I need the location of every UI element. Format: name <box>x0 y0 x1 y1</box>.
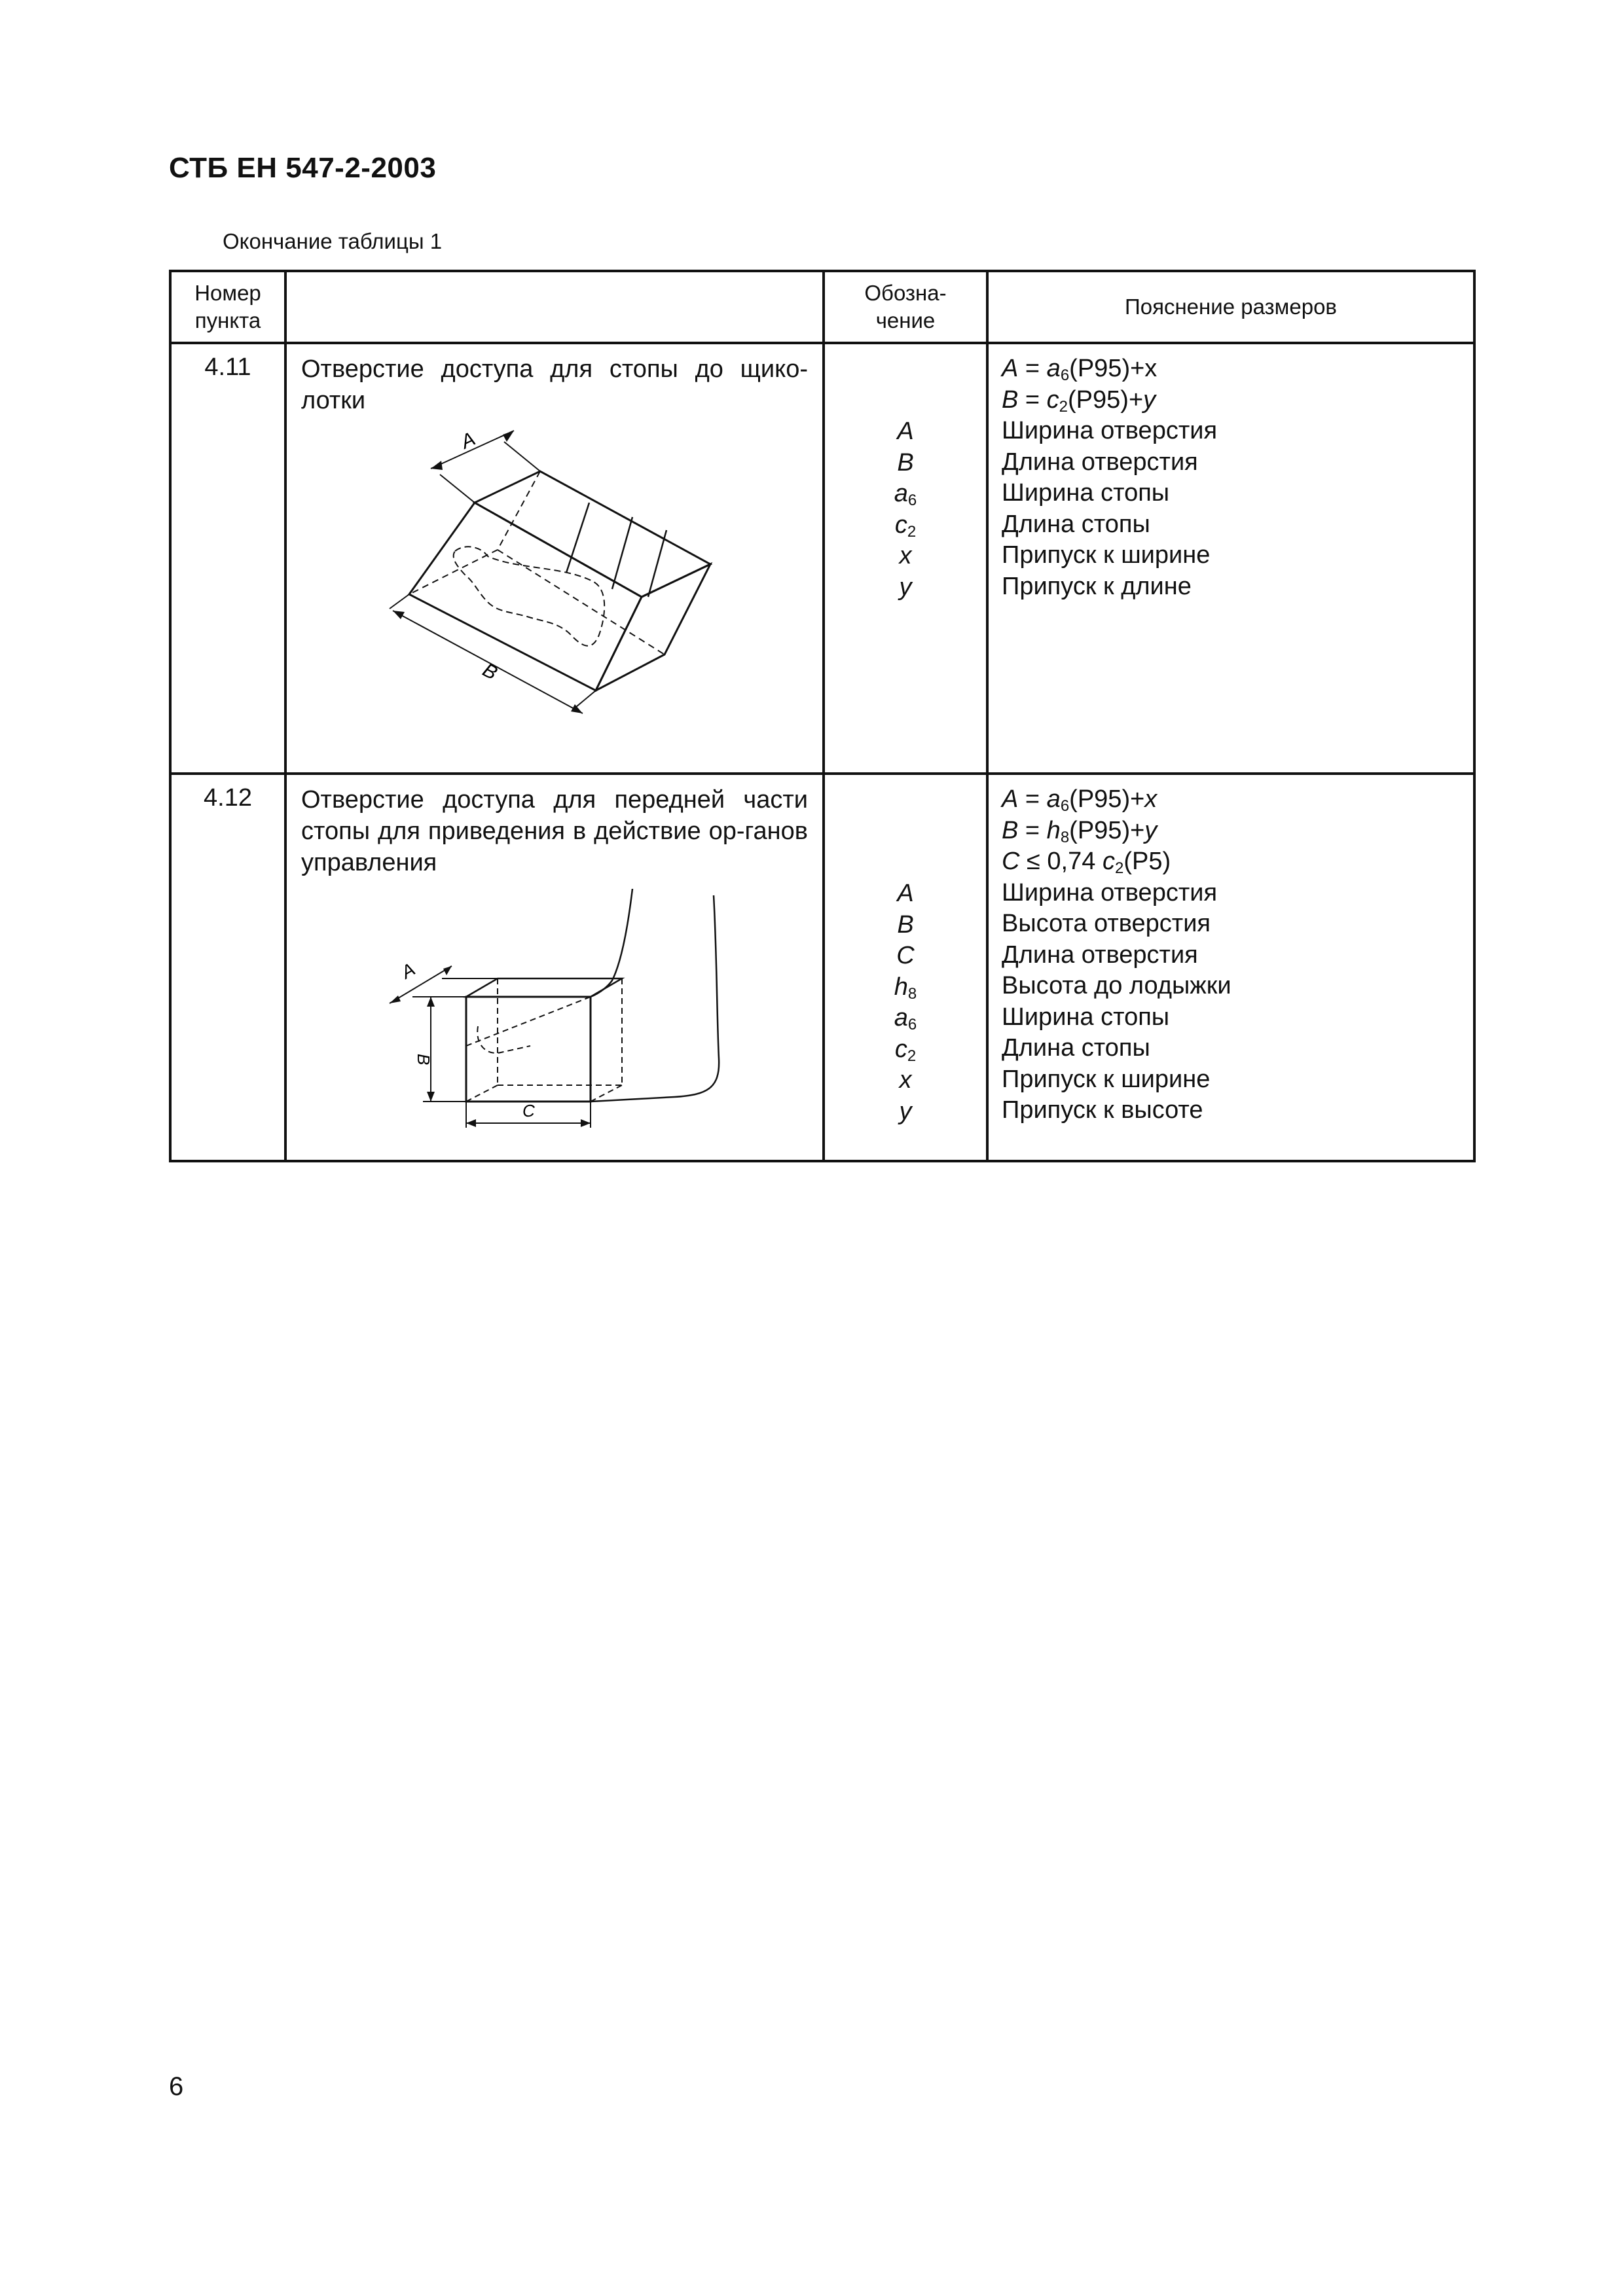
row-number: 4.11 <box>170 343 285 774</box>
row-number: 4.12 <box>170 774 285 1161</box>
symbol-item: $c_2$ <box>894 1035 917 1065</box>
page-number: 6 <box>169 2072 184 2101</box>
description-text: Отверстие доступа для передней части стопы для приведения в действие ор-ганов управления <box>301 786 808 876</box>
explanation-item: Длина отверстия <box>1002 941 1198 969</box>
formula-line: C ≤ 0,74 $c_2(P5)$ <box>1002 848 1171 877</box>
figure-label-b: B <box>479 659 501 685</box>
symbol-item: y <box>899 573 912 601</box>
explanation-item: Ширина стопы <box>1002 479 1170 507</box>
row-explanation <box>987 774 1474 1161</box>
header-description <box>285 271 824 343</box>
explanation-item: Высота отверстия <box>1002 910 1211 937</box>
symbol-item: y <box>899 1097 912 1125</box>
row-symbols <box>824 774 987 1161</box>
explanation-item: Высота до лодыжки <box>1002 972 1231 999</box>
header-symbol-text: Обозна-чение <box>864 281 947 332</box>
table-header-row <box>170 271 1474 343</box>
explanation-item: Ширина отверстия <box>1002 417 1218 444</box>
header-number <box>170 271 285 343</box>
figure-label-b: B <box>414 1054 433 1066</box>
figure-label-a: A <box>458 427 479 454</box>
row-description <box>285 774 824 1161</box>
explanation-item: Припуск к ширине <box>1002 1065 1211 1093</box>
figure-label-a: A <box>397 959 419 983</box>
document-code: СТБ ЕН 547-2-2003 <box>169 152 437 184</box>
symbol-item: A <box>897 880 914 907</box>
symbol-item: x <box>899 1066 912 1094</box>
formula-line: $A = a_6(P95)+x$ <box>1002 355 1158 384</box>
dimensions-table <box>169 270 1476 1162</box>
symbol-item: C <box>896 942 915 969</box>
explanation-item: Длина стопы <box>1002 510 1150 538</box>
header-symbol <box>824 271 987 343</box>
table-caption: Окончание таблицы 1 <box>223 229 443 253</box>
header-explanation: Пояснение размеров <box>987 271 1474 343</box>
foot-opening-diagram <box>367 425 733 766</box>
header-number-text: Номер пункта <box>194 281 261 332</box>
explanation-item: Припуск к высоте <box>1002 1096 1203 1124</box>
forefoot-opening-diagram <box>360 889 753 1131</box>
row-description <box>285 343 824 774</box>
symbol-item: B <box>897 910 914 939</box>
symbol-item: $a_6$ <box>894 1004 917 1033</box>
figure-label-c: C <box>522 1101 535 1121</box>
symbol-item: $a_6$ <box>894 480 917 509</box>
row-explanation <box>987 343 1474 774</box>
formula-line: $A = a_6(P95)+x$ <box>1002 785 1158 815</box>
formula-line: $B = h_8(P95)+y$ <box>1002 816 1158 846</box>
explanation-item: Длина отверстия <box>1002 448 1198 476</box>
description-text: Отверстие доступа для стопы до щико-лотки <box>301 355 808 414</box>
explanation-item: Ширина стопы <box>1002 1003 1170 1031</box>
explanation-item: Длина стопы <box>1002 1034 1150 1062</box>
table-row <box>170 774 1474 1161</box>
explanation-item: Ширина отверстия <box>1002 878 1218 906</box>
symbol-item: $c_2$ <box>894 511 917 541</box>
symbol-item: x <box>899 542 912 569</box>
explanation-item: Припуск к ширине <box>1002 541 1211 569</box>
table-row <box>170 343 1474 774</box>
symbol-item: B <box>897 448 914 476</box>
row-symbols <box>824 343 987 774</box>
formula-line: $B = c_2(P95)+y$ <box>1002 386 1156 416</box>
symbol-item: A <box>897 418 914 445</box>
symbol-item: $h_8$ <box>894 973 917 1003</box>
explanation-item: Припуск к длине <box>1002 572 1192 600</box>
